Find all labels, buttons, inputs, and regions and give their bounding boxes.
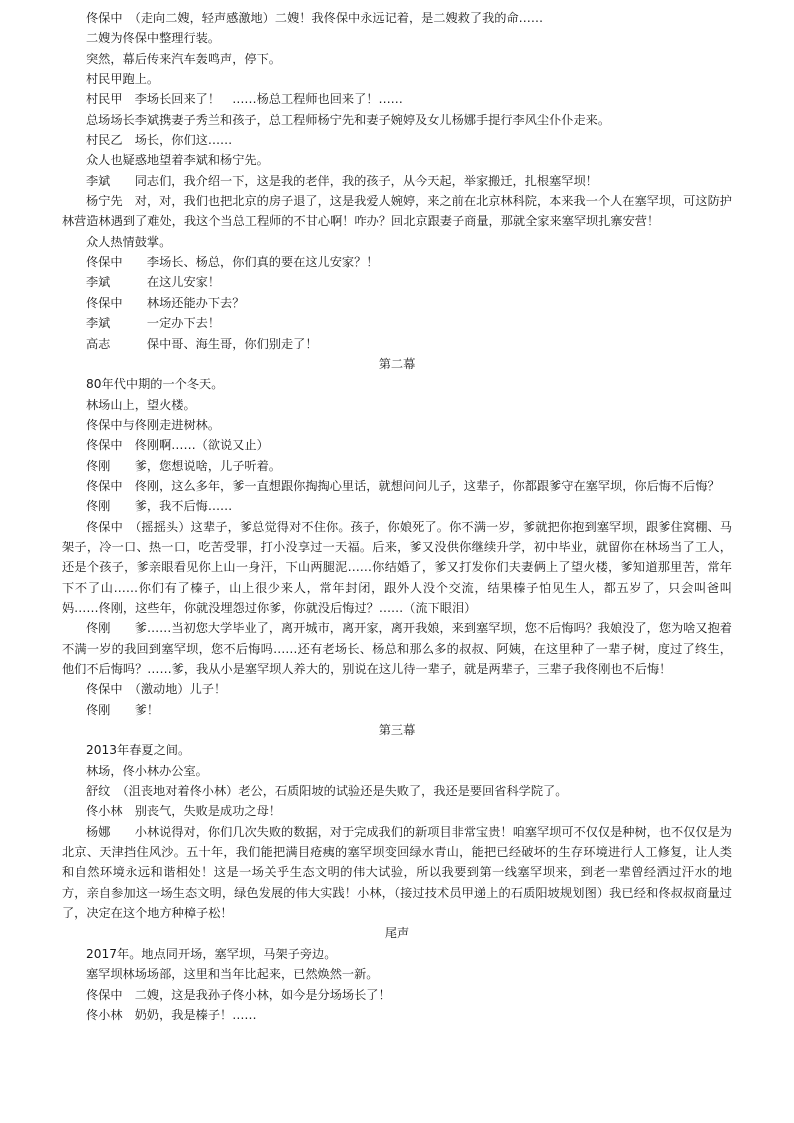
script-paragraph: 众人也疑惑地望着李斌和杨宁先。 bbox=[86, 153, 269, 168]
act-heading: 第二幕 bbox=[378, 356, 416, 371]
script-paragraph: 佟保中 二嫂，这是我孙子佟小林，如今是分场场长了！ bbox=[86, 987, 391, 1002]
script-paragraph: 佟小林 别丧气，失败是成功之母！ bbox=[86, 804, 281, 819]
script-paragraph: 村民甲 李场长回来了！ ……杨总工程师也回来了！…… bbox=[86, 92, 403, 107]
script-paragraph: 佟刚 爹，您想说啥，儿子听着。 bbox=[86, 458, 281, 473]
script-paragraph: 林场，佟小林办公室。 bbox=[86, 763, 208, 778]
script-paragraph: 佟刚 爹，我不后悔…… bbox=[86, 499, 233, 514]
script-paragraph: 杨娜 小林说得对，你们几次失败的数据，对于完成我们的新项目非常宝贵！咱塞罕坝可不仅仅是种树，也不仅仅是为北京、天津挡住风沙。五十年，我们能把满目疮痍的塞罕坝变回绿水青山，能把已经破坏的生存环境进行人工修复，让人类和自然环境永远和谐相处！这是一场关乎生态文明的伟大试验，所以我要到第一线塞罕坝来，到老一辈曾经洒过汗水的地方，亲自参加这一场生态文明，绿色发展的伟大实践！小林，（接过技术员甲递上的石质阳坡规划图）我已经和佟叔叔商量过了，决定在这个地方种樟子松！ bbox=[62, 824, 732, 921]
script-paragraph: 舒纹 （沮丧地对着佟小林）老公，石质阳坡的试验还是失败了，我还是要回省科学院了。 bbox=[86, 784, 568, 799]
script-paragraph: 塞罕坝林场场部，这里和当年比起来，已然焕然一新。 bbox=[86, 967, 379, 982]
act-heading: 第三幕 bbox=[378, 723, 416, 738]
script-paragraph: 佟小林 奶奶，我是榛子！…… bbox=[86, 1007, 257, 1022]
script-paragraph: 村民乙 场长，你们这…… bbox=[86, 133, 233, 148]
script-paragraph: 佟保中 （摇摇头）这辈子，爹总觉得对不住你。孩子，你娘死了。你不满一岁，爹就把你抱到塞罕坝，跟爹住窝棚、马架子，冷一口、热一口，吃苦受罪，打小没享过一天福。后来，爹又没供你继续升学，初中毕业，就留你在林场当了工人，还是个孩子，爹亲眼看见你上山一身汗，下山两腿泥……你结婚了，爹又打发你们夫妻俩上了望火楼，爹知道那里苦，常年下不了山……你们有了榛子，山上很少来人，常年封闭，跟外人没个交流，结果榛子怕见生人，都五岁了，只会叫爸叫妈……佟刚，这些年，你就没埋怨过你爹，你就没后悔过？……（流下眼泪） bbox=[62, 519, 732, 615]
script-paragraph: 2017年。地点同开场，塞罕坝，马架子旁边。 bbox=[86, 946, 337, 961]
script-paragraph: 高志 保中哥、海生哥，你们别走了！ bbox=[86, 336, 318, 351]
script-paragraph: 佟保中 （走向二嫂，轻声感激地）二嫂！我佟保中永远记着，是二嫂救了我的命…… bbox=[86, 11, 544, 25]
script-paragraph: 佟保中 李场长、杨总，你们真的要在这儿安家？！ bbox=[86, 255, 379, 270]
script-paragraph: 突然，幕后传来汽车轰鸣声，停下。 bbox=[86, 51, 281, 66]
script-paragraph: 李斌 一定办下去！ bbox=[86, 316, 221, 331]
script-paragraph: 佟保中与佟刚走进树林。 bbox=[86, 417, 221, 432]
script-paragraph: 佟刚 爹！ bbox=[86, 702, 160, 717]
script-paragraph: 佟保中 林场还能办下去？ bbox=[86, 295, 245, 310]
script-page bbox=[62, 8, 732, 1025]
script-paragraph: 佟保中 佟刚，这么多年，爹一直想跟你掏掏心里话，就想问问儿子，这辈子，你都跟爹守在塞罕坝，你后悔不后悔？ bbox=[86, 478, 720, 493]
act-heading: 尾声 bbox=[384, 926, 410, 941]
script-paragraph: 李斌 同志们，我介绍一下，这是我的老伴，我的孩子，从今天起，举家搬迁，扎根塞罕坝！ bbox=[86, 173, 598, 188]
script-paragraph: 80年代中期的一个冬天。 bbox=[86, 377, 224, 392]
script-paragraph: 众人热情鼓掌。 bbox=[86, 234, 172, 249]
script-paragraph: 佟保中 佟刚啊……（欲说又止） bbox=[86, 438, 269, 453]
script-paragraph: 李斌 在这儿安家！ bbox=[86, 275, 221, 290]
script-paragraph: 林场山上，望火楼。 bbox=[86, 397, 196, 412]
script-paragraph: 佟刚 爹……当初您大学毕业了，离开城市，离开家，离开我娘，来到塞罕坝，您不后悔吗？我娘没了，您为啥又抱着不满一岁的我回到塞罕坝，您不后悔吗……还有老场长、杨总和那么多的叔叔、阿姨，在这里种了一辈子树，度过了终生，他们不后悔吗？……爹，我从小是塞罕坝人养大的，别说在这儿待一辈子，就是两辈子，三辈子我佟刚也不后悔！ bbox=[62, 621, 732, 676]
script-paragraph: 二嫂为佟保中整理行装。 bbox=[86, 31, 221, 46]
script-paragraph: 2013年春夏之间。 bbox=[86, 743, 191, 758]
script-paragraph: 佟保中 （激动地）儿子！ bbox=[86, 682, 227, 697]
script-paragraph: 总场场长李斌携妻子秀兰和孩子，总工程师杨宁先和妻子婉婷及女儿杨娜手提行李风尘仆仆走来。 bbox=[86, 112, 611, 127]
script-paragraph: 村民甲跑上。 bbox=[86, 72, 160, 87]
script-paragraph: 杨宁先 对，对，我们也把北京的房子退了，这是我爱人婉婷，来之前在北京林科院，本来我一个人在塞罕坝，可这防护林营造林遇到了难处，我这个当总工程师的不甘心啊！咋办？回北京跟妻子商量，那就全家来塞罕坝扎寨安营！ bbox=[62, 194, 732, 229]
